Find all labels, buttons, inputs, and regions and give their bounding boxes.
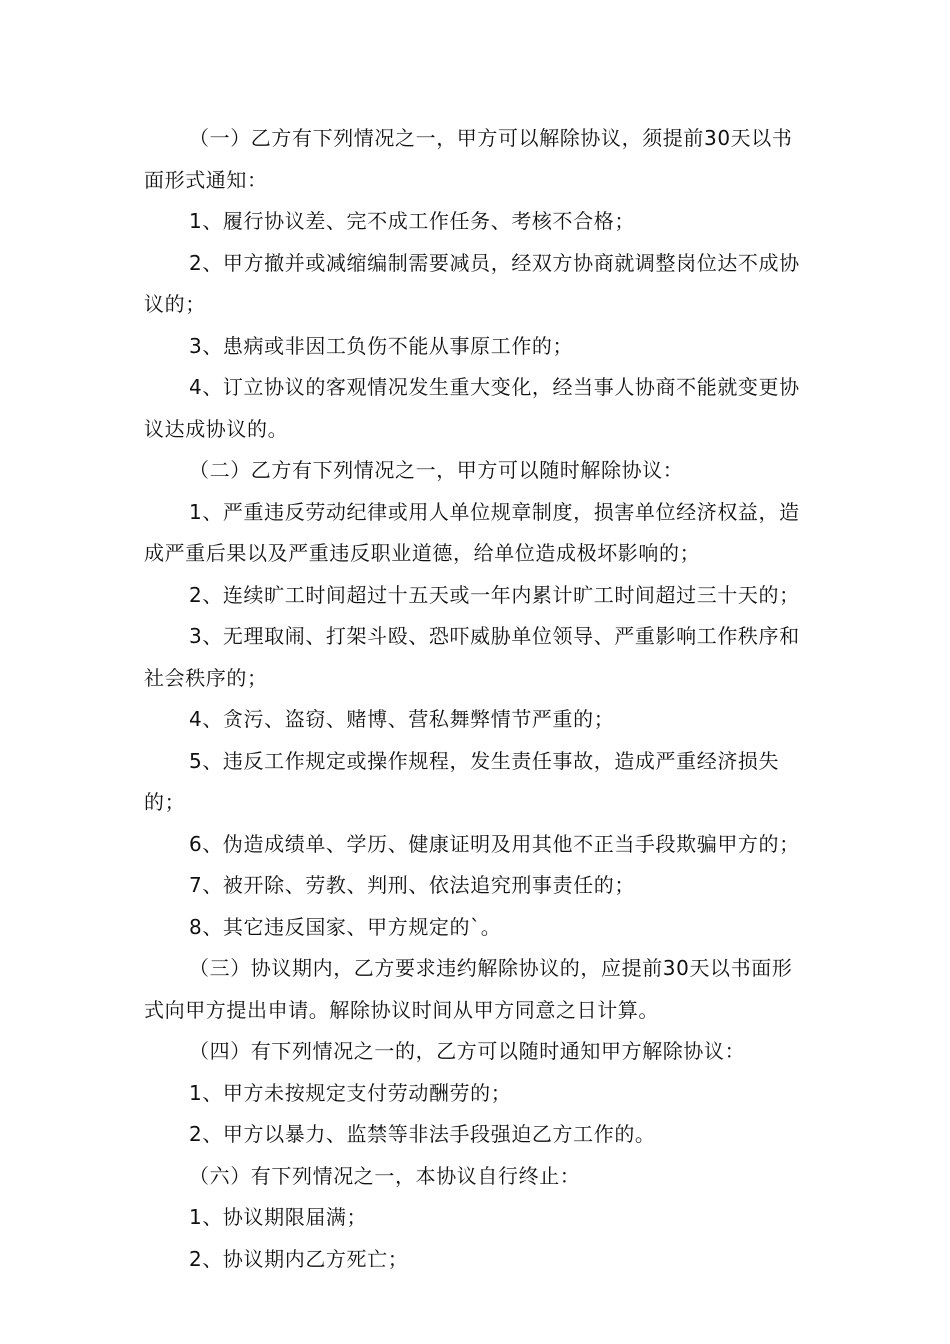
clause-6-item-1: 1、协议期限届满； [189, 1205, 368, 1229]
clause-1-heading: （一）乙方有下列情况之一，甲方可以解除协议，须提前30天以书面形式通知： [144, 126, 793, 192]
clause-1-item-1: 1、履行协议差、完不成工作任务、考核不合格； [189, 209, 635, 233]
clause-4-item-2: 2、甲方以暴力、监禁等非法手段强迫乙方工作的。 [189, 1122, 656, 1146]
clause-2-item-5: 5、违反工作规定或操作规程，发生责任事故，造成严重经济损失的； [144, 748, 780, 814]
clause-6-item-2: 2、协议期内乙方死亡； [189, 1246, 409, 1271]
clause-1-item-3: 3、患病或非因工负伤不能从事原工作的； [189, 333, 574, 358]
clause-2-item-3: 3、无理取闹、打架斗殴、恐吓威胁单位领导、严重影响工作秩序和社会秩序的； [144, 624, 800, 690]
clause-1-item-2: 2、甲方撤并或减缩编制需要减员，经双方协商就调整岗位达不成协议的； [144, 250, 800, 316]
clause-2-heading: （二）乙方有下列情况之一，甲方可以随时解除协议： [189, 458, 684, 482]
clause-2-item-4: 4、贪污、盗窃、赌博、营私舞弊情节严重的； [189, 707, 615, 731]
clause-4-item-1: 1、甲方未按规定支付劳动酬劳的； [189, 1080, 512, 1105]
clause-1-item-4: 4、订立协议的客观情况发生重大变化，经当事人协商不能就变更协议达成协议的。 [144, 375, 800, 441]
clause-6-heading: （六）有下列情况之一，本协议自行终止： [189, 1163, 581, 1188]
clause-2-item-2: 2、连续旷工时间超过十五天或一年内累计旷工时间超过三十天的； [189, 582, 800, 607]
document-body [144, 118, 812, 1280]
clause-4-heading: （四）有下列情况之一的，乙方可以随时通知甲方解除协议： [189, 1039, 746, 1063]
clause-3: （三）协议期内，乙方要求违约解除协议的，应提前30天以书面形式向甲方提出申请。解除协议时间从甲方同意之日计算。 [144, 956, 793, 1022]
clause-2-item-8: 8、其它违反国家、甲方规定的`。 [189, 914, 502, 939]
clause-2-item-6: 6、伪造成绩单、学历、健康证明及用其他不正当手段欺骗甲方的； [189, 831, 800, 856]
clause-2-item-7: 7、被开除、劳教、判刑、依法追究刑事责任的； [189, 873, 635, 897]
clause-2-item-1: 1、严重违反劳动纪律或用人单位规章制度，损害单位经济权益，造成严重后果以及严重违反职业道德，给单位造成极坏影响的； [144, 499, 800, 565]
